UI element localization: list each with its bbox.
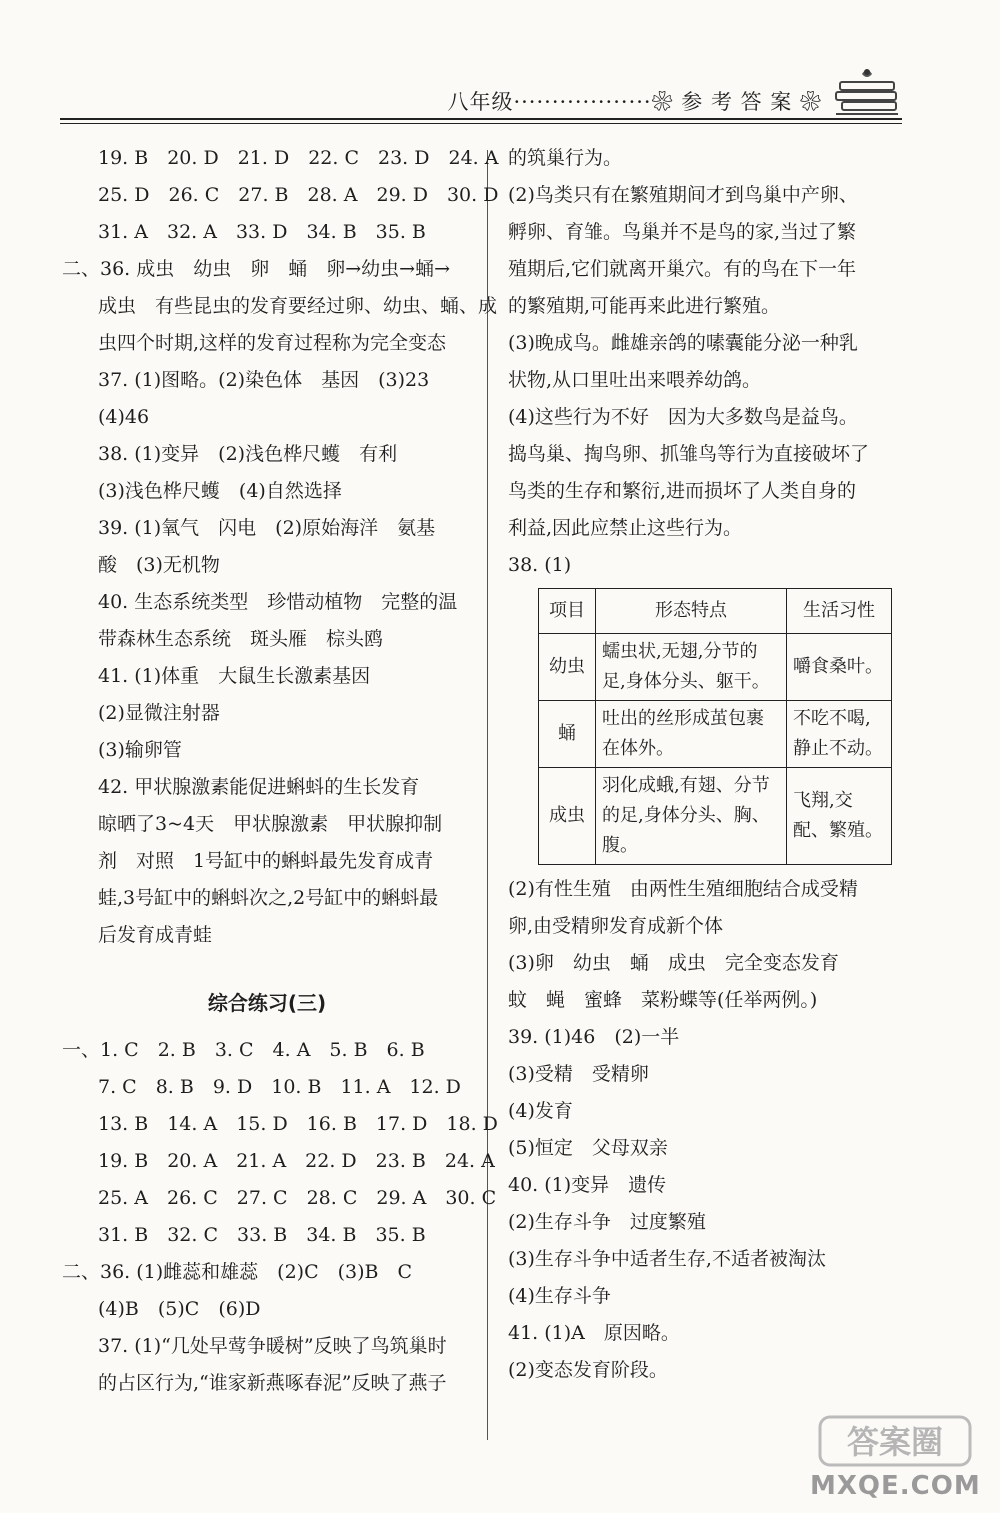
answer-line: 37. (1)图略。(2)染色体 基因 (3)23 [98,369,430,391]
answer-line: 31. A 32. A 33. D 34. B 35. B [98,221,426,243]
answer-line: (2)变态发育阶段。 [508,1359,668,1381]
answer-line: (2)鸟类只有在繁殖期间才到鸟巢中产卵、 [508,184,858,206]
answer-line: 酸 (3)无机物 [98,554,220,576]
answer-line: (2)有性生殖 由两性生殖细胞结合成受精 [508,878,858,900]
answer-line: 42. 甲状腺激素能促进蝌蚪的生长发育 [98,776,420,798]
table-cell: 蠕虫状,无翅,分节的足,身体分头、躯干。 [596,634,787,701]
answer-line: 19. B 20. D 21. D 22. C 23. D 24. A [98,147,499,169]
answer-line: (4)这些行为不好 因为大多数鸟是益鸟。 [508,406,858,428]
answer-line: 25. A 26. C 27. C 28. C 29. A 30. C [98,1187,497,1209]
answer-line: 13. B 14. A 15. D 16. B 17. D 18. D [98,1113,498,1135]
answer-line: 虫四个时期,这样的发育过程称为完全变态 [98,332,447,354]
table-header-row [539,589,892,634]
answer-line: (4)发育 [508,1100,573,1122]
answer-line: (2)生存斗争 过度繁殖 [508,1211,706,1233]
answer-line: 的筑巢行为。 [508,147,623,169]
answer-line: 鸟类的生存和繁衍,进而损坏了人类自身的 [508,480,857,502]
answer-line: (3)输卵管 [98,739,182,761]
answer-line: 的繁殖期,可能再来此进行繁殖。 [508,295,781,317]
answer-line: 带森林生态系统 斑头雁 棕头鸥 [98,628,384,650]
watermark-url: MXQE.COM [810,1471,981,1501]
answer-line: 成虫 有些昆虫的发育要经过卵、幼虫、蛹、成 [98,295,498,317]
table-header: 生活习性 [787,589,892,634]
answer-line: (4)B (5)C (6)D [98,1298,261,1320]
answer-line: 蚊 蝇 蜜蜂 菜粉蝶等(任举两例。) [508,989,818,1011]
answer-line: 40. (1)变异 遗传 [508,1174,667,1196]
answer-line: 37. (1)“几处早莺争暖树”反映了鸟筑巢时 [98,1335,447,1357]
table-row [539,768,892,865]
answer-line: 39. (1)氧气 闪电 (2)原始海洋 氨基 [98,517,436,539]
table-row [539,634,892,701]
insect-stages-table [538,588,892,865]
header-text [447,86,822,116]
answer-line: 19. B 20. A 21. A 22. D 23. B 24. A [98,1150,495,1172]
answer-line: 晾晒了3~4天 甲状腺激素 甲状腺抑制 [98,813,443,835]
table-cell: 嚼食桑叶。 [787,634,892,701]
table-header: 形态特点 [596,589,787,634]
answer-line: (3)卵 幼虫 蛹 成虫 完全变态发育 [508,952,839,974]
table-cell: 飞翔,交配、繁殖。 [787,768,892,865]
answer-line: 蛙,3号缸中的蝌蚪次之,2号缸中的蝌蚪最 [98,887,439,909]
answer-line: 利益,因此应禁止这些行为。 [508,517,743,539]
answer-line: 一、1. C 2. B 3. C 4. A 5. B 6. B [62,1039,425,1061]
watermark [790,1411,980,1501]
header-rule-bottom [60,123,902,124]
answer-line: 38. (1)变异 (2)浅色桦尺蠖 有利 [98,443,398,465]
header-grade: 八年级 [447,90,514,114]
answer-line: (3)受精 受精卵 [508,1063,649,1085]
answer-line: 剂 对照 1号缸中的蝌蚪最先发育成青 [98,850,434,872]
answer-line: (3)生存斗争中适者生存,不适者被淘汰 [508,1248,826,1270]
header-title: ❀ 参 考 答 案 ❀ [651,90,822,114]
answer-line: (4)生存斗争 [508,1285,611,1307]
answer-line: (2)显微注射器 [98,702,220,724]
left-column [62,140,499,1402]
answer-line: 41. (1)A 原因略。 [508,1322,680,1344]
table-cell: 成虫 [539,768,596,865]
answer-line: (4)46 [98,406,150,428]
answer-line: (3)浅色桦尺蠖 (4)自然选择 [98,480,342,502]
answer-line: 二、36. (1)雌蕊和雄蕊 (2)C (3)B C [62,1261,413,1283]
answer-line: 38. (1) [508,554,572,576]
page-header [60,60,902,125]
answer-line: (5)恒定 父母双亲 [508,1137,668,1159]
header-dots: ·················· [513,90,652,114]
answer-line: 7. C 8. B 9. D 10. B 11. A 12. D [98,1076,461,1098]
answer-line: 40. 生态系统类型 珍惜动植物 完整的温 [98,591,458,613]
table-cell: 羽化成蛾,有翅、分节的足,身体分头、胸、腹。 [596,768,787,865]
table-header: 项目 [539,589,596,634]
answer-line: 41. (1)体重 大鼠生长激素基因 [98,665,371,687]
answer-line: 孵卵、育雏。鸟巢并不是鸟的家,当过了繁 [508,221,857,243]
right-column [508,140,908,1389]
answer-line: 殖期后,它们就离开巢穴。有的鸟在下一年 [508,258,857,280]
table-cell: 吐出的丝形成茧包裹在体外。 [596,701,787,768]
column-divider [487,150,488,1440]
table-row [539,701,892,768]
header-rule-top [60,118,902,120]
table-cell: 不吃不喝,静止不动。 [787,701,892,768]
books-logo-icon [832,64,902,120]
answer-line: (3)晚成鸟。雌雄亲鸽的嗉囊能分泌一种乳 [508,332,858,354]
answer-line: 的占区行为,“谁家新燕啄春泥”反映了燕子 [98,1372,447,1394]
watermark-logo-icon [790,1411,980,1471]
answer-line: 状物,从口里吐出来喂养幼鸽。 [508,369,762,391]
answer-line: 39. (1)46 (2)一半 [508,1026,680,1048]
watermark-logo-text: 答案圈 [846,1423,944,1461]
answer-line: 后发育成青蛙 [98,924,213,946]
table-cell: 幼虫 [539,634,596,701]
answer-line: 捣鸟巢、掏鸟卵、抓雏鸟等行为直接破坏了 [508,443,870,465]
answer-line: 卵,由受精卵发育成新个体 [508,915,724,937]
answer-line: 二、36. 成虫 幼虫 卵 蛹 卵→幼虫→蛹→ [62,258,451,280]
section-title: 综合练习(三) [207,991,327,1015]
answer-line: 25. D 26. C 27. B 28. A 29. D 30. D [98,184,499,206]
answer-line: 31. B 32. C 33. B 34. B 35. B [98,1224,426,1246]
table-cell: 蛹 [539,701,596,768]
